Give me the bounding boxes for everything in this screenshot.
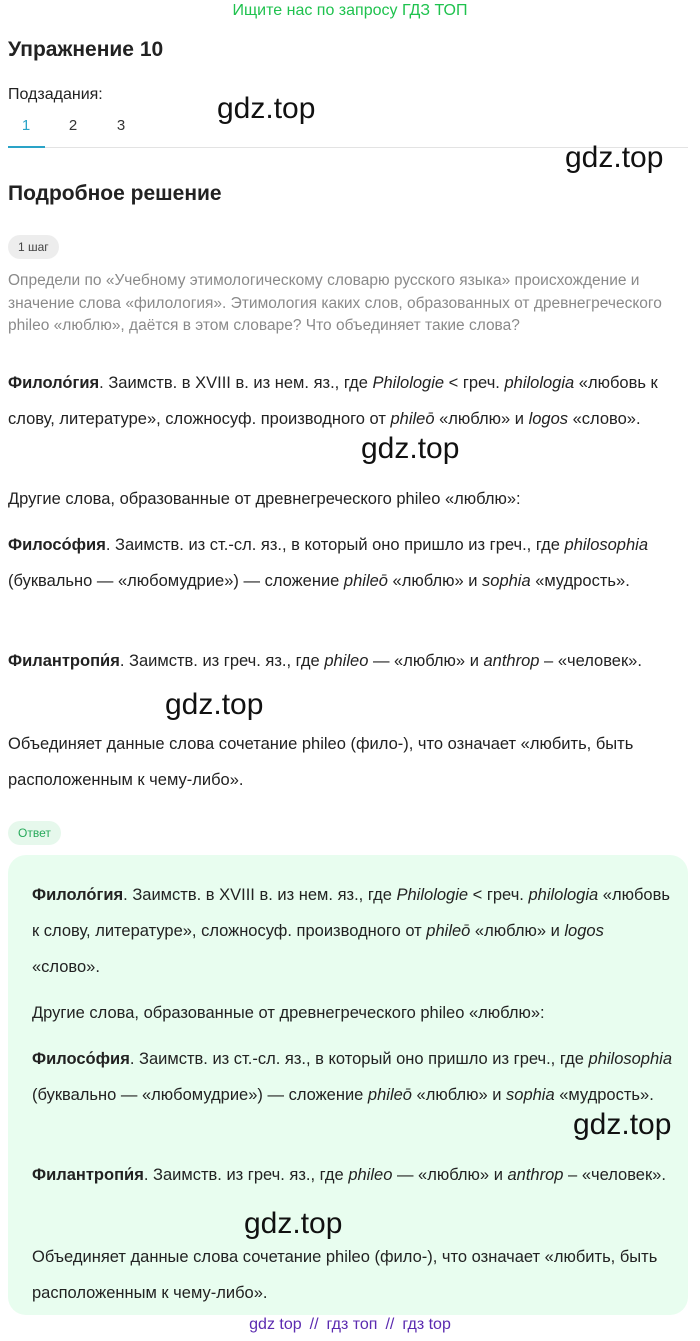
- entry-word: Филантропи́я: [32, 1166, 144, 1184]
- entry-text: — «люблю» и: [368, 652, 484, 670]
- conclusion-text: Объединяет данные слова сочетание phileo (фило-), что означает «любить, быть расположенным к чему-либо».: [8, 735, 634, 789]
- answer-entry-philology: [32, 877, 672, 985]
- question-text: Определи по «Учебному этимологическому словарю русского языка» происхождение и значение слова «филология». Этимология каких слов, образованных от древнегреческого phileo «люблю», даётся в этом словаре? Что объединяет такие слова?: [8, 272, 662, 334]
- entry-text: . Заимств. из греч. яз., где: [143, 1166, 349, 1184]
- link-separator: //: [385, 1316, 395, 1333]
- entry-philanthropy: [8, 643, 692, 679]
- entry-text: < греч.: [468, 886, 529, 904]
- entry-text: «мудрость».: [554, 1086, 654, 1104]
- entry-text: «мудрость».: [530, 572, 630, 590]
- entry-term: philosophia: [588, 1050, 672, 1068]
- watermark: gdz.top: [217, 92, 316, 125]
- entry-philosophy: [8, 527, 692, 599]
- answer-conclusion: Объединяет данные слова сочетание phileo (фило-), что означает «любить, быть расположенным к чему-либо».: [32, 1248, 658, 1302]
- bottom-links: [0, 1316, 700, 1334]
- entry-term: anthrop: [483, 652, 540, 670]
- entry-text: . Заимств. из греч. яз., где: [119, 652, 325, 670]
- other-words-text: Другие слова, образованные от древнегреческого phileo «люблю»:: [8, 490, 521, 508]
- answer-badge: Ответ: [8, 821, 61, 845]
- entry-term: sophia: [506, 1086, 555, 1104]
- entry-term: philologia: [528, 886, 599, 904]
- entry-term: logos: [564, 922, 604, 940]
- entry-term: philologia: [504, 374, 575, 392]
- answer-entry-philanthropy: [32, 1157, 672, 1193]
- entry-text: «люблю» и: [387, 572, 483, 590]
- entry-text: «люблю» и: [411, 1086, 507, 1104]
- top-banner: Ищите нас по запросу ГДЗ ТОП: [232, 2, 468, 19]
- entry-text: – «человек».: [563, 1166, 666, 1184]
- entry-word: Филосо́фия: [32, 1050, 130, 1068]
- bottom-link[interactable]: gdz top: [249, 1316, 302, 1333]
- entry-text: — «люблю» и: [392, 1166, 508, 1184]
- watermark: gdz.top: [244, 1207, 343, 1240]
- entry-term: phileō: [367, 1086, 412, 1104]
- link-separator: //: [309, 1316, 319, 1333]
- entry-term: anthrop: [507, 1166, 564, 1184]
- solution-title: Подробное решение: [8, 182, 222, 205]
- exercise-title: Упражнение 10: [8, 38, 164, 61]
- entry-text: «слово».: [32, 958, 100, 976]
- entry-text: «слово».: [568, 410, 641, 428]
- entry-term: philosophia: [564, 536, 648, 554]
- entry-text: (буквально — «любомудрие») — сложение: [8, 572, 344, 590]
- entry-text: «люблю» и: [434, 410, 529, 428]
- entry-term: phileō: [426, 922, 471, 940]
- answer-entry-philosophy: [32, 1041, 672, 1113]
- entry-text: . Заимств. из ст.-сл. яз., в который оно пришло из греч., где: [129, 1050, 589, 1068]
- entry-text: (буквально — «любомудрие») — сложение: [32, 1086, 368, 1104]
- entry-term: Philologie: [396, 886, 469, 904]
- watermark: gdz.top: [361, 432, 460, 465]
- answer-other-words: Другие слова, образованные от древнегреческого phileo «люблю»:: [32, 1004, 545, 1022]
- entry-text: . Заимств. из ст.-сл. яз., в который оно пришло из греч., где: [105, 536, 565, 554]
- active-tab-indicator: [8, 146, 45, 148]
- bottom-link[interactable]: гдз топ: [326, 1316, 378, 1333]
- entry-term: phileō: [390, 410, 435, 428]
- entry-term: logos: [528, 410, 569, 428]
- entry-term: phileo: [324, 652, 369, 670]
- entry-term: phileō: [343, 572, 388, 590]
- watermark: gdz.top: [573, 1108, 672, 1141]
- entry-word: Филоло́гия: [32, 886, 124, 904]
- entry-text: – «человек».: [539, 652, 642, 670]
- subtasks-label: Подзадания:: [8, 86, 103, 103]
- entry-philology: [8, 365, 692, 437]
- entry-text: . Заимств. в XVIII в. из нем. яз., где: [123, 886, 397, 904]
- bottom-link[interactable]: гдз top: [402, 1316, 451, 1333]
- answer-box: [8, 855, 688, 1315]
- entry-term: sophia: [482, 572, 531, 590]
- watermark: gdz.top: [165, 688, 264, 721]
- tab-2[interactable]: 2: [68, 117, 78, 134]
- entry-text: . Заимств. в XVIII в. из нем. яз., где: [99, 374, 373, 392]
- entry-text: «люблю» и: [470, 922, 565, 940]
- tab-3[interactable]: 3: [116, 117, 126, 134]
- entry-term: Philologie: [372, 374, 445, 392]
- entry-text: «любовь к слову, литературе», сложносуф. производного от: [8, 374, 658, 428]
- entry-word: Филоло́гия: [8, 374, 100, 392]
- entry-term: phileo: [348, 1166, 393, 1184]
- entry-word: Филосо́фия: [8, 536, 106, 554]
- entry-word: Филантропи́я: [8, 652, 120, 670]
- entry-text: «любовь к слову, литературе», сложносуф. производного от: [32, 886, 670, 940]
- tab-1[interactable]: 1: [21, 117, 31, 134]
- watermark: gdz.top: [565, 141, 664, 174]
- entry-text: < греч.: [444, 374, 505, 392]
- step-badge: 1 шаг: [8, 235, 59, 259]
